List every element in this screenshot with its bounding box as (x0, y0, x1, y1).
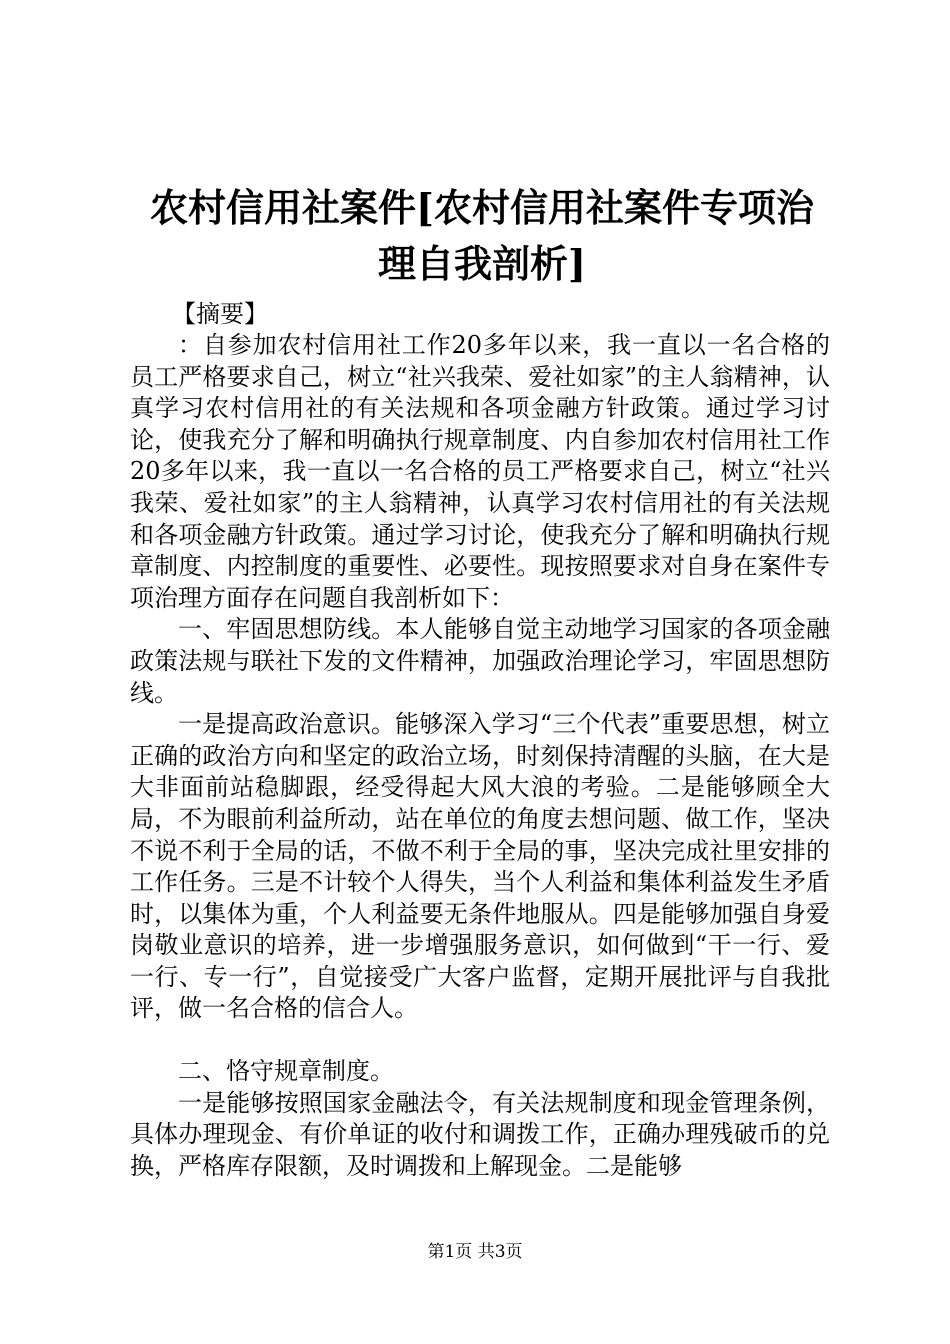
paragraph-rules-compliance: 一是能够按照国家金融法令，有关法规制度和现金管理条例，具体办理现金、有价单证的收付和调拨工作，正确办理残破币的兑换，严格库存限额，及时调拨和上解现金。二是能够 (130, 1088, 830, 1180)
paragraph-political-awareness: 一是提高政治意识。能够深入学习“三个代表”重要思想，树立正确的政治方向和坚定的政治立场，时刻保持清醒的头脑，在大是大非面前站稳脚跟，经受得起大风大浪的考验。二是能够顾全大局，不为眼前利益所动，站在单位的角度去想问题、做工作，坚决不说不利于全局的话，不做不利于全局的事，坚决完成社里安排的工作任务。三是不计较个人得失，当个人利益和集体利益发生矛盾时，以集体为重，个人利益要无条件地服从。四是能够加强自身爱岗敬业意识的培养，进一步增强服务意识，如何做到“干一行、爱一行、专一行”，自觉接受广大客户监督，定期开展批评与自我批评，做一名合格的信合人。 (130, 710, 830, 1023)
paragraph-abstract: ：自参加农村信用社工作20多年以来，我一直以一名合格的员工严格要求自己，树立“社兴我荣、爱社如家”的主人翁精神，认真学习农村信用社的有关法规和各项金融方针政策。通过学习讨论，使我充分了解和明确执行规章制度、内自参加农村信用社工作20多年以来，我一直以一名合格的员工严格要求自己，树立“社兴我荣、爱社如家”的主人翁精神，认真学习农村信用社的有关法规和各项金融方针政策。通过学习讨论，使我充分了解和明确执行规章制度、内控制度的重要性、必要性。现按照要求对自身在案件专项治理方面存在问题自我剖析如下： (130, 331, 830, 612)
abstract-label: 【摘要】 (172, 300, 268, 328)
document-title: 农村信用社案件[农村信用社案件专项治理自我剖析] (150, 185, 814, 286)
paragraph-section-1: 一、牢固思想防线。本人能够自觉主动地学习国家的各项金融政策法规与联社下发的文件精神，加强政治理论学习，牢固思想防线。 (130, 615, 830, 707)
document-body (130, 330, 830, 1182)
paragraph-section-2-heading: 二、恪守规章制度。 (178, 1057, 394, 1086)
page-number-footer: 第1页 共3页 (427, 1242, 523, 1262)
